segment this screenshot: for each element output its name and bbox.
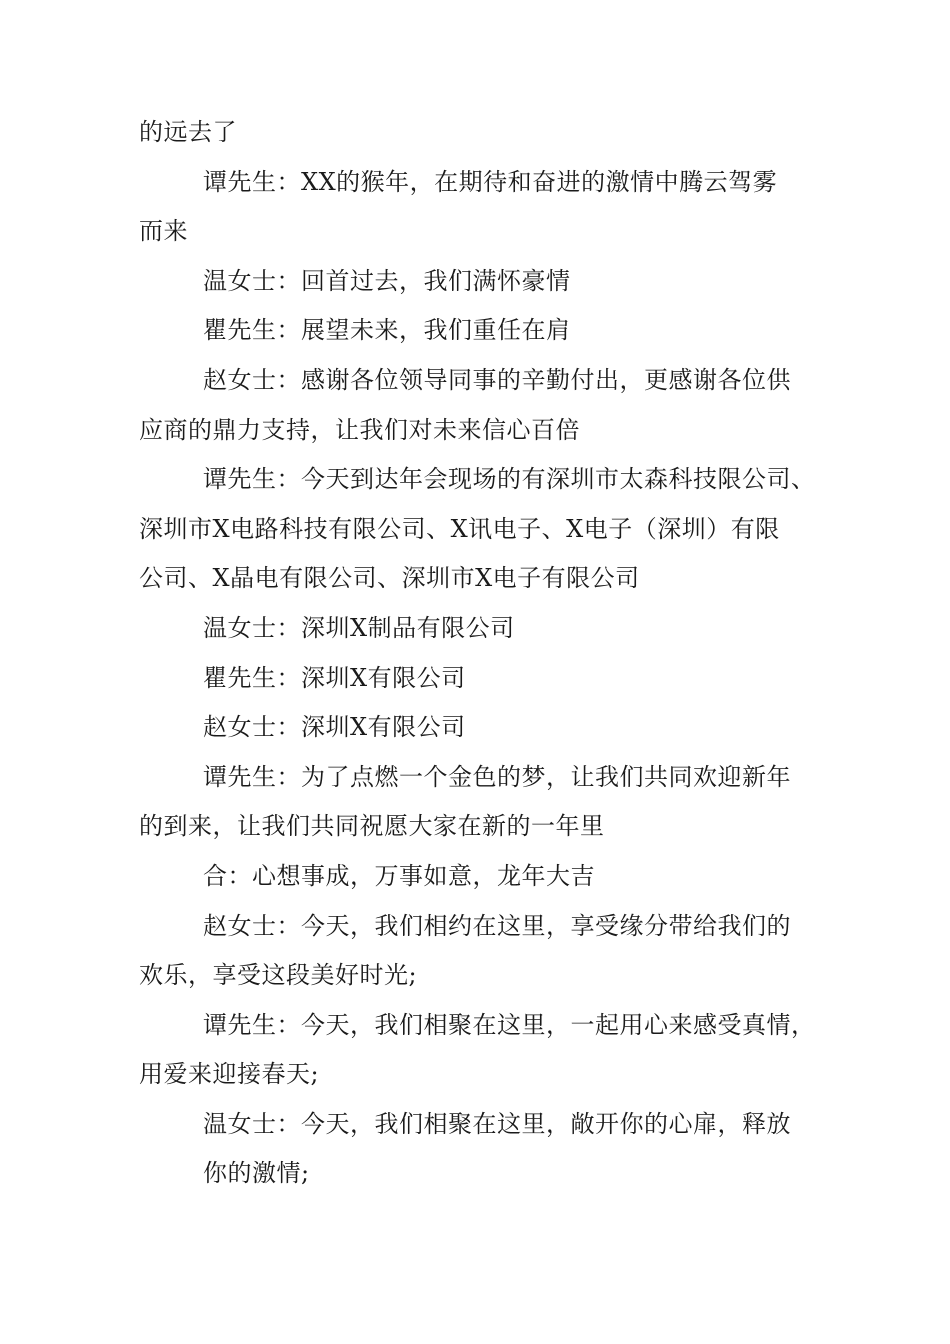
text-line: 赵女士：感谢各位领导同事的辛勤付出，更感谢各位供	[203, 365, 791, 394]
text-line: 温女士：回首过去，我们满怀豪情	[203, 266, 571, 295]
text-line: 应商的鼎力支持，让我们对未来信心百倍	[139, 415, 580, 444]
text-line: 瞿先生：展望未来，我们重任在肩	[203, 316, 571, 345]
text-line: 谭先生：XX的猴年，在期待和奋进的激情中腾云驾雾	[203, 167, 778, 196]
text-line: 你的激情;	[203, 1159, 310, 1188]
text-line: 深圳市X电路科技有限公司、X讯电子、X电子（深圳）有限	[139, 514, 780, 543]
text-line: 的远去了	[139, 118, 237, 146]
text-line: 的到来，让我们共同祝愿大家在新的一年里	[139, 812, 605, 841]
text-line: 合：心想事成，万事如意，龙年大吉	[203, 861, 595, 890]
text-line: 谭先生：今天到达年会现场的有深圳市太森科技限公司、	[203, 465, 816, 494]
text-line: 用爱来迎接春天;	[139, 1060, 320, 1089]
script-text	[139, 108, 839, 1199]
text-line: 温女士：深圳X制品有限公司	[203, 613, 515, 642]
text-line: 瞿先生：深圳X有限公司	[203, 663, 466, 692]
text-line: 赵女士：深圳X有限公司	[203, 713, 466, 742]
text-line: 谭先生：今天，我们相聚在这里，一起用心来感受真情，	[203, 1010, 816, 1039]
text-line: 谭先生：为了点燃一个金色的梦，让我们共同欢迎新年	[203, 762, 791, 791]
text-line: 赵女士：今天，我们相约在这里，享受缘分带给我们的	[203, 911, 791, 940]
text-line: 而来	[139, 217, 188, 246]
text-line: 欢乐，享受这段美好时光;	[139, 961, 418, 990]
text-line: 温女士：今天，我们相聚在这里，敞开你的心扉，释放	[203, 1109, 791, 1138]
text-line: 公司、X晶电有限公司、深圳市X电子有限公司	[139, 564, 640, 593]
